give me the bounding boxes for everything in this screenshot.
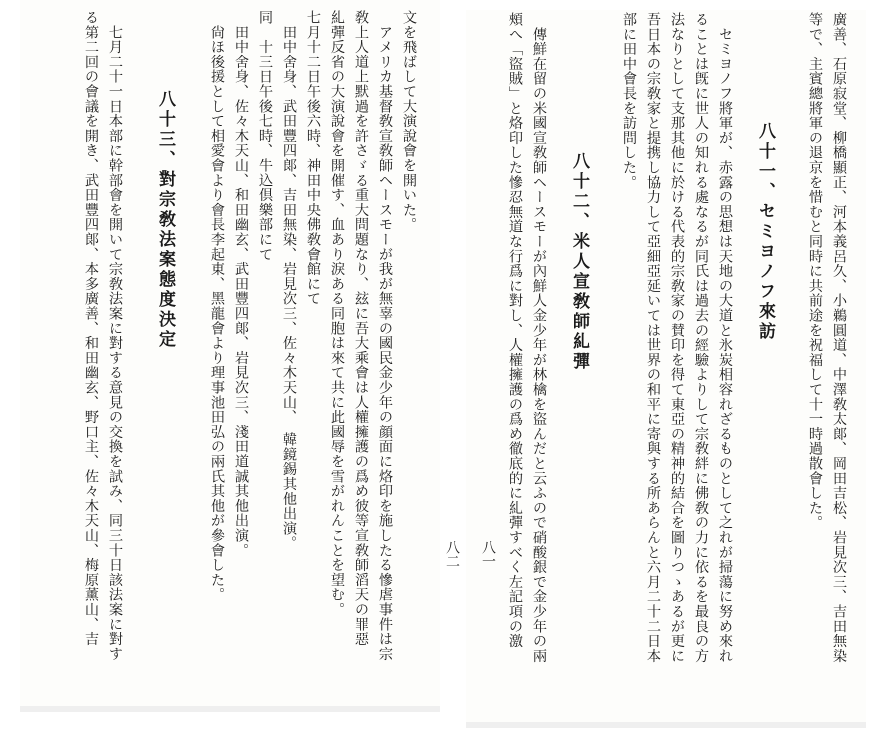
text-line: 吾日本の宗敎家と提携し協力して亞細亞延いては世界の和平に寄與する所あらんと六月二十二日本	[645, 12, 661, 664]
section-heading: 八十一、セミヨノフ來訪	[755, 122, 775, 342]
text-line: 七月十二日午後六時、神田中央佛敎會館にて	[305, 10, 321, 306]
page-number: 八二	[444, 540, 460, 568]
text-line: 敎上人道上默過を許さゞる重大問題なり、玆に吾大乘會は人權擁護の爲め彼等宣敎師滔天の罪惡	[353, 10, 369, 647]
section-heading: 八十三、對宗敎法案態度決定	[155, 90, 175, 350]
text-line: セミヨノフ將軍が、赤露の思想は天地の大道と氷炭相容れざるものとして之れが掃蕩に努め來れ	[717, 12, 733, 664]
text-line: 頰へ「盜賊」と烙印した慘忍無道な行爲に對し、人權擁護の爲め徹底的に糺彈すべく左記項の激	[507, 12, 523, 649]
text-line: 文を飛ばして大演說會を開いた。	[401, 10, 417, 232]
text-line: 傳鮮在留の米國宣敎師ヘースモーが內鮮人金少年が林檎を盜んだと云ふので硝酸銀で金少年の兩	[531, 12, 547, 664]
section-heading: 八十二、米人宣敎師糺彈	[569, 152, 589, 372]
left-page	[20, 0, 460, 706]
text-line: ることは旣に世人の知れる處なるが同氏は過去の經驗よりして宗敎絆に佛敎の力に依るを最良の方	[693, 12, 709, 664]
text-line: る第二回の會議を開き、武田豐四郞、本多廣善、和田幽玄、野口主、佐々木天山、梅原薰山、吉	[83, 10, 99, 647]
text-line: 田中舍身、佐々木天山、和田幽玄、武田豐四郞、岩見次三、淺田道誠其他出演。	[233, 10, 249, 558]
text-line: 等で、主賓總將軍の退京を惜むと同時に共前途を祝福して十一時過散會した。	[807, 12, 823, 530]
text-line: 部に田中會長を訪問した。	[621, 12, 637, 190]
right-page	[466, 10, 866, 722]
text-line: 七月二十一日本部に幹部會を開いて宗敎法案に對する意見の交換を試み、同三十日該法案に對す	[107, 10, 123, 662]
text-line: 同 十三日午後七時、牛込倶樂部にて	[257, 10, 273, 262]
text-line: 田中舍身、武田豐四郞、吉田無染、岩見次三、佐々木天山、 韓鏡錫其他出演。	[281, 10, 297, 551]
text-line: 尙ほ後援として相愛會より會長李起東、黑龍會より理事池田弘の兩氏其他が參會した。	[209, 10, 225, 602]
text-line: 糺彈反省の大演說會を開催す、血あり淚ある同胞は來て共に此國辱を雪がれんことを望む。	[329, 10, 345, 617]
text-line: 法なりとして支那其他に於ける代表的宗敎家の賛印を得て東亞の精神的結合を圖りつゝあるが更に	[669, 12, 685, 664]
page-number: 八一	[480, 540, 496, 568]
text-line: 廣善、石原寂堂、柳橋顯正、河本義呂久、小鵜圓道、中澤敎太郞、岡田吉松、岩見次三、吉田無染	[831, 12, 847, 664]
text-line: アメリカ基督敎宣敎師ヘースモーが我が無辜の國民金少年の顔面に烙印を施したる慘虐事件は宗	[377, 10, 393, 662]
